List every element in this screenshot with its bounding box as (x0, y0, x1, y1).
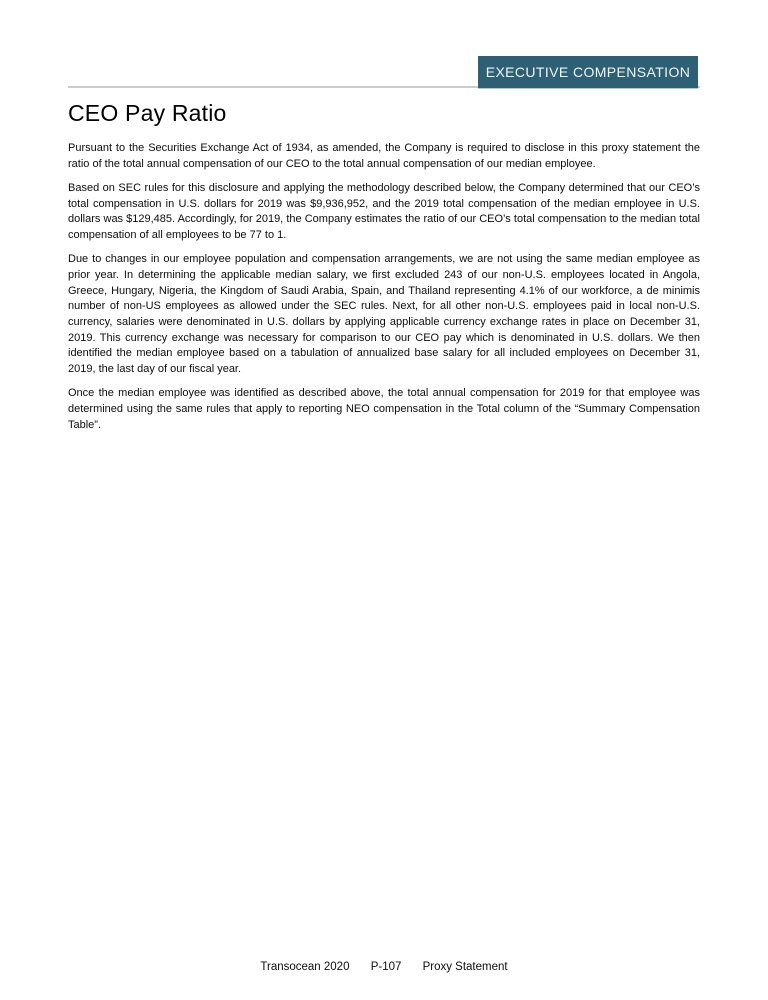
paragraph-methodology: Due to changes in our employee population and compensation arrangements, we are not using the same median employee as prior year. In determining the applicable median salary, we first excluded 243 of our non-U.S. employees located in Angola, Greece, Hungary, Nigeria, the Kingdom of Saudi Arabia, Spain, and Thailand representing 4.1% of our workforce, a de minimis number of non-US employees as allowed under the SEC rules. Next, for all other non-U.S. employees paid in local non-U.S. currency, salaries were denominated in U.S. dollars by applying applicable currency exchange rates in place on December 31, 2019. This currency exchange was necessary for comparison to our CEO pay which is denominated in U.S. dollars. We then identified the median employee based on a tabulation of annualized base salary for all included employees on December 31, 2019, the last day of our fiscal year. (68, 253, 700, 376)
footer-company: Transocean 2020 (260, 961, 350, 973)
paragraph-ratio-result: Based on SEC rules for this disclosure and applying the methodology described below, the Company determined that our CEO’s total compensation in U.S. dollars for 2019 was $9,936,952, and the 2019 total compensation of the median employee in U.S. dollars was $129,485. Accordingly, for 2019, the Company estimates the ratio of our CEO’s total compensation to the median total compensation of all employees to be 77 to 1. (68, 181, 700, 242)
page-footer (0, 961, 768, 973)
paragraph-compensation-rules: Once the median employee was identified as described above, the total annual compensation for 2019 for that employee was determined using the same rules that apply to reporting NEO compensation in the Total column of the “Summary Compensation Table”. (68, 387, 700, 431)
paragraph-intro: Pursuant to the Securities Exchange Act of 1934, as amended, the Company is required to disclose in this proxy statement the ratio of the total annual compensation of our CEO to the total annual compensation of our median employee. (68, 142, 700, 170)
footer-page-number: P-107 (370, 961, 402, 973)
footer-doc-type: Proxy Statement (422, 961, 508, 973)
page-title: CEO Pay Ratio (68, 100, 227, 126)
page-content (68, 100, 700, 442)
section-banner: EXECUTIVE COMPENSATION (478, 56, 698, 88)
